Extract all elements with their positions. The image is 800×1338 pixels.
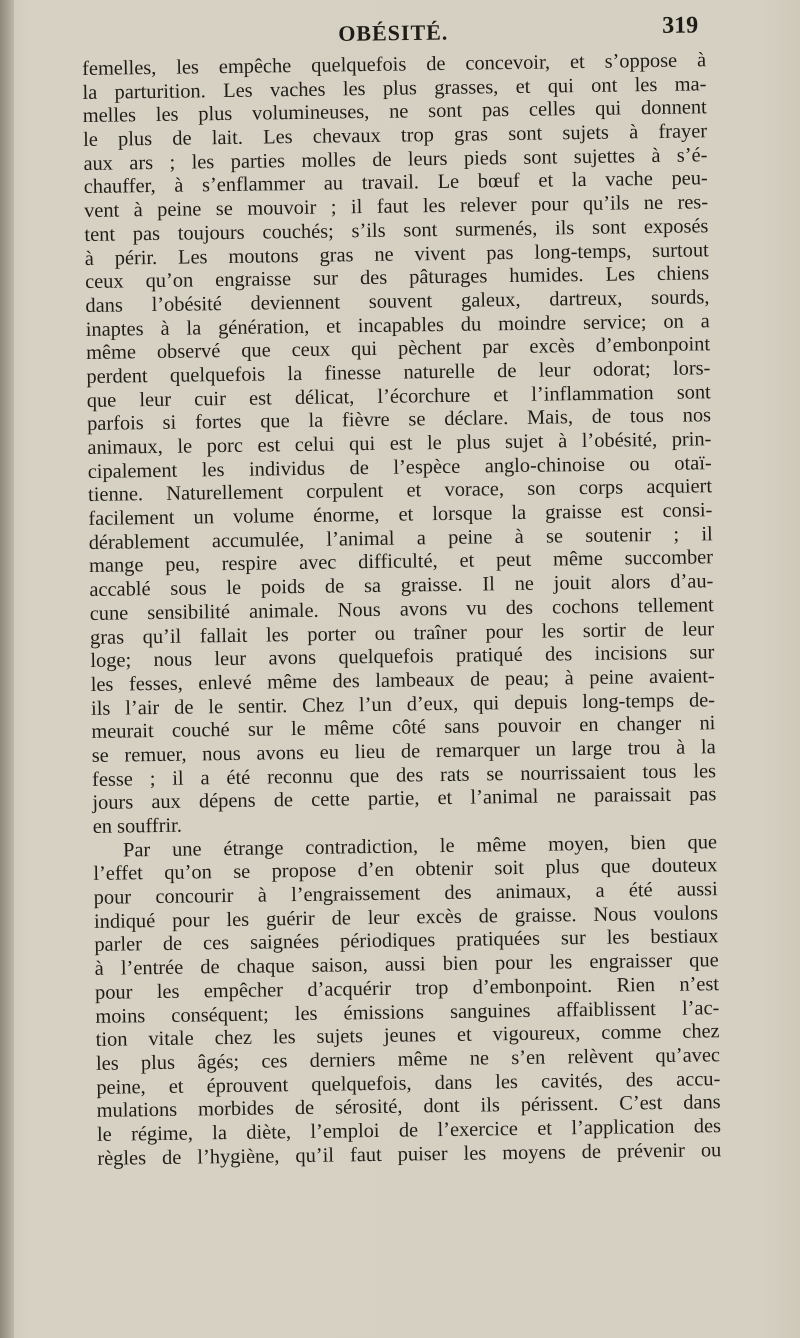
- text-line: ils l’air de le sentir. Chez l’un d’eux, qui depuis long-temps de-: [90, 688, 716, 720]
- body-text: [82, 49, 721, 1171]
- text-line: se remuer, nous avons eu lieu de remarquer un large trou à la: [91, 736, 716, 767]
- text-line: chauffer, à s’enflammer au travail. Le bœuf et la vache peu-: [83, 167, 708, 199]
- text-line: facilement un volume énorme, et lorsque la graisse est consi-: [88, 499, 713, 531]
- text-line: fesse ; il a été reconnu que des rats se nourrissaient tous les: [91, 759, 717, 791]
- running-head: OBÉSITÉ.: [338, 19, 449, 46]
- text-line: mulations morbides de sérosité, dont ils périssent. C’est dans: [96, 1091, 721, 1123]
- text-line: aux ars ; les parties molles de leurs pieds sont sujettes à s’é-: [83, 144, 708, 175]
- paragraph: [82, 49, 717, 839]
- text-line: le plus de lait. Les chevaux trop gras sont sujets à frayer: [82, 120, 708, 152]
- text-line: melles les plus volumineuses, ne sont pas celles qui donnent: [82, 96, 707, 128]
- text-line: l’effet qu’on se propose d’en obtenir soit plus que douteux: [93, 854, 718, 886]
- text-line: la parturition. Les vaches les plus grasses, et qui ont les ma-: [82, 72, 707, 104]
- text-line: moins conséquent; les émissions sanguines affaiblissent l’ac-: [95, 996, 720, 1028]
- text-line: jours aux dépens de cette partie, et l’animal ne paraissait pas: [92, 783, 717, 815]
- text-line: le régime, la diète, l’emploi de l’exercice et l’application des: [96, 1115, 722, 1146]
- text-line: peine, et éprouvent quelquefois, dans les cavités, des accu-: [96, 1067, 721, 1099]
- text-line: animaux, le porc est celui qui est le plus sujet à l’obésité, prin-: [87, 428, 712, 459]
- text-line: mange peu, respire avec difficulté, et peut même succomber: [88, 546, 714, 578]
- page-number: 319: [662, 12, 699, 39]
- text-line: dans l’obésité deviennent souvent galeux, dartreux, sourds,: [85, 286, 710, 317]
- page-header: [82, 8, 702, 56]
- paragraph: [93, 831, 722, 1171]
- text-line: gras qu’il fallait les porter ou traîner pour les sortir de leur: [89, 617, 715, 649]
- text-line: parler de ces saignées périodiques pratiquées sur les bestiaux: [94, 925, 719, 957]
- text-line: meurait couché sur le même côté sans pouvoir en changer ni: [91, 712, 716, 744]
- text-line: tion vitale chez les sujets jeunes et vigoureux, comme chez: [95, 1020, 720, 1052]
- text-line: dérablement accumulée, l’animal a peine à se soutenir ; il: [88, 522, 713, 554]
- book-gutter: [0, 0, 14, 1338]
- text-line: femelles, les empêche quelquefois de concevoir, et s’oppose à: [82, 49, 707, 80]
- text-line: cipalement les individus de l’espèce anglo-chinoise ou otaï-: [87, 451, 712, 483]
- text-line: les fesses, enlevé même des lambeaux de peau; à peine avaient-: [90, 665, 715, 696]
- text-line: pour les empêcher d’acquérir trop d’embonpoint. Rien n’est: [94, 973, 720, 1004]
- text-line: en souffrir.: [92, 814, 182, 838]
- text-line: les plus âgés; ces derniers même ne s’en relèvent qu’avec: [95, 1044, 721, 1075]
- text-line: règles de l’hygiène, qu’il faut puiser les moyens de prévenir ou: [97, 1138, 722, 1170]
- text-line: tent pas toujours couchés; s’ils sont surmenés, ils sont exposés: [84, 215, 709, 246]
- text-line: perdent quelquefois la finesse naturelle de leur odorat; lors-: [86, 357, 711, 388]
- text-line: inaptes à la génération, et incapables du moindre service; on a: [85, 309, 710, 341]
- text-line: accablé sous le poids de sa graisse. Il ne jouit alors d’au-: [89, 570, 714, 602]
- text-line: que leur cuir est délicat, l’écorchure et l’inflammation sont: [86, 380, 711, 412]
- text-line: parfois si fortes que la fièvre se déclare. Mais, de tous nos: [86, 404, 712, 436]
- text-line: cune sensibilité animale. Nous avons vu des cochons tellement: [89, 594, 714, 625]
- text-line: tienne. Naturellement corpulent et vorace, son corps acquiert: [87, 475, 713, 507]
- text-line: pour concourir à l’engraissement des animaux, a été aussi: [93, 878, 718, 909]
- text-line: à l’entrée de chaque saison, aussi bien pour les engraisser que: [94, 949, 719, 981]
- text-line: à périr. Les moutons gras ne vivent pas long-temps, surtout: [84, 238, 709, 270]
- text-line: même observé que ceux qui pèchent par excès d’embonpoint: [85, 333, 711, 365]
- text-line: vent à peine se mouvoir ; il faut les relever pour qu’ils ne res-: [83, 191, 709, 223]
- text-line: ceux qu’on engraisse sur des pâturages humides. Les chiens: [84, 262, 710, 294]
- text-line: Par une étrange contradiction, le même moyen, bien que: [122, 830, 718, 862]
- text-line: loge; nous leur avons quelquefois pratiqué des incisions sur: [90, 641, 715, 673]
- text-line: indiqué pour les guérir de leur excès de graisse. Nous voulons: [93, 901, 719, 933]
